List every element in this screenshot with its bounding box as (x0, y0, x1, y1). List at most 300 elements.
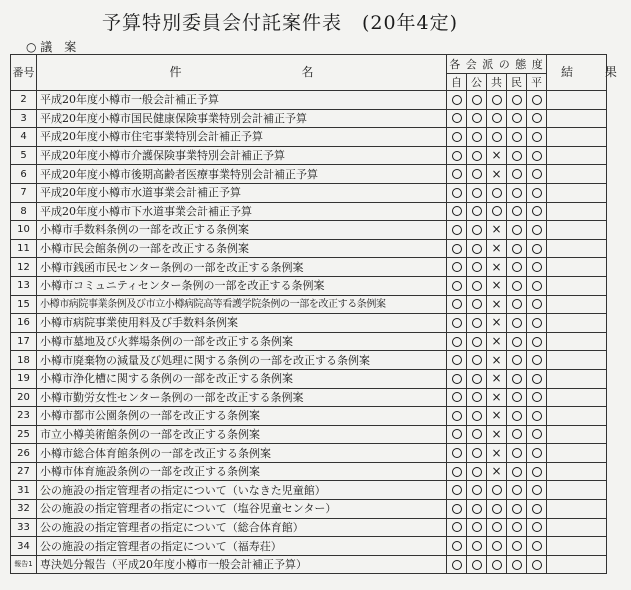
oppose-mark: × (491, 241, 502, 256)
approve-mark (512, 225, 522, 235)
faction-stance (527, 165, 547, 184)
faction-stance (527, 239, 547, 258)
faction-stance (467, 555, 487, 574)
header-factions-group: 各 会 派 の 態 度 (447, 55, 547, 74)
faction-stance (507, 388, 527, 407)
approve-mark (472, 504, 482, 514)
approve-mark (512, 281, 522, 291)
faction-stance (527, 109, 547, 128)
header-faction: 公 (467, 74, 487, 91)
faction-stance (467, 183, 487, 202)
header-subject (37, 55, 447, 91)
faction-stance (507, 369, 527, 388)
approve-mark (452, 560, 462, 570)
faction-stance (507, 258, 527, 277)
faction-stance (467, 128, 487, 147)
faction-stance (447, 388, 467, 407)
row-number: 16 (11, 314, 37, 333)
faction-stance (467, 481, 487, 500)
approve-mark (452, 355, 462, 365)
faction-stance (447, 91, 467, 110)
approve-mark (472, 355, 482, 365)
approve-mark (512, 448, 522, 458)
faction-stance (487, 146, 507, 165)
approve-mark (472, 522, 482, 532)
approve-mark (452, 541, 462, 551)
approve-mark (452, 132, 462, 142)
row-result (547, 555, 607, 574)
row-subject: 公の施設の指定管理者の指定について（総合体育館） (37, 518, 447, 537)
row-result (547, 183, 607, 202)
row-result (547, 91, 607, 110)
faction-stance (447, 295, 467, 314)
faction-stance (507, 555, 527, 574)
row-subject: 平成20年度小樽市介護保険事業特別会計補正予算 (37, 146, 447, 165)
row-number: 7 (11, 183, 37, 202)
row-number: 20 (11, 388, 37, 407)
faction-stance (507, 221, 527, 240)
faction-stance (507, 462, 527, 481)
table-row (11, 109, 607, 128)
approve-mark (472, 113, 482, 123)
approve-mark (532, 262, 542, 272)
approve-mark (512, 504, 522, 514)
faction-stance (467, 500, 487, 519)
row-result (547, 258, 607, 277)
faction-stance (447, 444, 467, 463)
table-row (11, 518, 607, 537)
row-number: 5 (11, 146, 37, 165)
faction-stance (487, 91, 507, 110)
approve-mark (472, 95, 482, 105)
row-result (547, 462, 607, 481)
approve-mark (452, 225, 462, 235)
faction-stance (447, 314, 467, 333)
approve-mark (532, 206, 542, 216)
approve-mark (492, 485, 502, 495)
approve-mark (532, 522, 542, 532)
faction-stance (507, 518, 527, 537)
faction-stance (527, 295, 547, 314)
approve-mark (452, 448, 462, 458)
table-row (11, 444, 607, 463)
faction-stance (527, 351, 547, 370)
faction-stance (447, 146, 467, 165)
faction-stance (487, 183, 507, 202)
faction-stance (467, 332, 487, 351)
faction-stance (447, 462, 467, 481)
row-result (547, 369, 607, 388)
approve-mark (532, 132, 542, 142)
approve-mark (452, 429, 462, 439)
faction-stance (527, 276, 547, 295)
row-number: 4 (11, 128, 37, 147)
approve-mark (532, 151, 542, 161)
approve-mark (492, 132, 502, 142)
faction-stance (487, 109, 507, 128)
approve-mark (472, 448, 482, 458)
faction-stance (447, 555, 467, 574)
row-subject: 小樽市勤労女性センター条例の一部を改正する条例案 (37, 388, 447, 407)
approve-mark (532, 467, 542, 477)
approve-mark (452, 337, 462, 347)
faction-stance (487, 351, 507, 370)
faction-stance (507, 407, 527, 426)
faction-stance (467, 221, 487, 240)
approve-mark (532, 392, 542, 402)
faction-stance (487, 444, 507, 463)
approve-mark (512, 374, 522, 384)
faction-stance (467, 462, 487, 481)
approve-mark (512, 429, 522, 439)
row-subject: 小樽市民会館条例の一部を改正する条例案 (37, 239, 447, 258)
faction-stance (487, 500, 507, 519)
faction-stance (447, 407, 467, 426)
approve-mark (492, 541, 502, 551)
faction-stance (487, 221, 507, 240)
approve-mark (452, 485, 462, 495)
oppose-mark: × (491, 445, 502, 460)
faction-stance (467, 388, 487, 407)
faction-stance (487, 407, 507, 426)
approve-mark (492, 504, 502, 514)
row-result (547, 314, 607, 333)
row-subject: 公の施設の指定管理者の指定について（福寿荘） (37, 537, 447, 556)
approve-mark (532, 169, 542, 179)
header-faction: 民 (507, 74, 527, 91)
table-row (11, 388, 607, 407)
approve-mark (452, 318, 462, 328)
row-subject: 小樽市墓地及び火葬場条例の一部を改正する条例案 (37, 332, 447, 351)
faction-stance (447, 500, 467, 519)
row-subject: 平成20年度小樽市一般会計補正予算 (37, 91, 447, 110)
faction-stance (507, 425, 527, 444)
faction-stance (447, 351, 467, 370)
approve-mark (532, 429, 542, 439)
faction-stance (487, 258, 507, 277)
faction-stance (527, 202, 547, 221)
faction-stance (527, 146, 547, 165)
faction-stance (447, 481, 467, 500)
row-subject: 小樽市総合体育館条例の一部を改正する条例案 (37, 444, 447, 463)
row-subject: 小樽市手数料条例の一部を改正する条例案 (37, 221, 447, 240)
approve-mark (452, 151, 462, 161)
approve-mark (472, 411, 482, 421)
approve-mark (512, 132, 522, 142)
approve-mark (532, 113, 542, 123)
oppose-mark: × (491, 296, 502, 311)
row-result (547, 537, 607, 556)
row-result (547, 276, 607, 295)
row-number: 25 (11, 425, 37, 444)
approve-mark (452, 113, 462, 123)
faction-stance (487, 276, 507, 295)
faction-stance (487, 128, 507, 147)
approve-mark (532, 318, 542, 328)
faction-stance (467, 369, 487, 388)
faction-stance (507, 183, 527, 202)
approve-mark (512, 485, 522, 495)
faction-stance (447, 202, 467, 221)
row-subject: 小樽市銭函市民センター条例の一部を改正する条例案 (37, 258, 447, 277)
approve-mark (472, 541, 482, 551)
approve-mark (532, 541, 542, 551)
faction-stance (447, 165, 467, 184)
approve-mark (532, 337, 542, 347)
row-number: 33 (11, 518, 37, 537)
row-result (547, 444, 607, 463)
approve-mark (512, 560, 522, 570)
row-number: 10 (11, 221, 37, 240)
row-number: 2 (11, 91, 37, 110)
faction-stance (467, 295, 487, 314)
approve-mark (512, 392, 522, 402)
faction-stance (507, 295, 527, 314)
approve-mark (452, 188, 462, 198)
row-result (547, 202, 607, 221)
approve-mark (452, 244, 462, 254)
table-row (11, 221, 607, 240)
approve-mark (452, 299, 462, 309)
approve-mark (472, 374, 482, 384)
approve-mark (532, 281, 542, 291)
faction-stance (487, 165, 507, 184)
faction-stance (487, 295, 507, 314)
table-row (11, 462, 607, 481)
faction-stance (527, 183, 547, 202)
table-row (11, 183, 607, 202)
oppose-mark: × (491, 278, 502, 293)
faction-stance (467, 165, 487, 184)
faction-stance (447, 425, 467, 444)
oppose-mark: × (491, 315, 502, 330)
faction-stance (527, 128, 547, 147)
approve-mark (512, 337, 522, 347)
row-result (547, 109, 607, 128)
faction-stance (447, 109, 467, 128)
table-row (11, 425, 607, 444)
oppose-mark: × (491, 426, 502, 441)
approve-mark (492, 95, 502, 105)
header-faction: 共 (487, 74, 507, 91)
table-row (11, 332, 607, 351)
table-row (11, 407, 607, 426)
faction-stance (467, 146, 487, 165)
oppose-mark: × (491, 408, 502, 423)
table-row (11, 537, 607, 556)
table-row (11, 314, 607, 333)
approve-mark (472, 151, 482, 161)
faction-stance (487, 369, 507, 388)
approve-mark (512, 244, 522, 254)
oppose-mark: × (491, 166, 502, 181)
faction-stance (487, 555, 507, 574)
approve-mark (512, 262, 522, 272)
oppose-mark: × (491, 371, 502, 386)
approve-mark (472, 225, 482, 235)
approve-mark (472, 299, 482, 309)
oppose-mark: × (491, 259, 502, 274)
approve-mark (512, 206, 522, 216)
faction-stance (527, 388, 547, 407)
approve-mark (452, 95, 462, 105)
row-subject: 平成20年度小樽市国民健康保険事業特別会計補正予算 (37, 109, 447, 128)
row-result (547, 500, 607, 519)
row-subject: 平成20年度小樽市後期高齢者医療事業特別会計補正予算 (37, 165, 447, 184)
faction-stance (527, 425, 547, 444)
faction-stance (487, 202, 507, 221)
faction-stance (527, 258, 547, 277)
row-result (547, 388, 607, 407)
table-row (11, 258, 607, 277)
faction-stance (507, 202, 527, 221)
approve-mark (472, 560, 482, 570)
faction-stance (527, 500, 547, 519)
row-result (547, 295, 607, 314)
row-subject: 平成20年度小樽市水道事業会計補正予算 (37, 183, 447, 202)
row-number: 19 (11, 369, 37, 388)
table-row (11, 481, 607, 500)
approve-mark (492, 206, 502, 216)
faction-stance (447, 276, 467, 295)
header-result: 結 果 (547, 55, 607, 91)
row-number: 13 (11, 276, 37, 295)
approve-mark (512, 151, 522, 161)
row-number: 報告1 (11, 555, 37, 574)
approve-mark (472, 429, 482, 439)
faction-stance (527, 332, 547, 351)
faction-stance (507, 481, 527, 500)
approve-mark (512, 113, 522, 123)
table-row (11, 295, 607, 314)
approve-mark (472, 169, 482, 179)
row-subject: 小樽市病院事業使用料及び手数料条例案 (37, 314, 447, 333)
oppose-mark: × (491, 464, 502, 479)
table-row (11, 146, 607, 165)
page-title: 予算特別委員会付託案件表 (20年4定) (101, 12, 459, 34)
row-subject: 小樽市都市公園条例の一部を改正する条例案 (37, 407, 447, 426)
row-result (547, 221, 607, 240)
row-subject: 公の施設の指定管理者の指定について（塩谷児童センター） (37, 500, 447, 519)
table-row (11, 128, 607, 147)
approve-mark (492, 113, 502, 123)
faction-stance (507, 146, 527, 165)
faction-stance (507, 276, 527, 295)
faction-stance (467, 202, 487, 221)
faction-stance (507, 351, 527, 370)
row-subject: 小樽市廃棄物の減量及び処理に関する条例の一部を改正する条例案 (37, 351, 447, 370)
faction-stance (527, 407, 547, 426)
approve-mark (472, 318, 482, 328)
row-number: 11 (11, 239, 37, 258)
row-number: 12 (11, 258, 37, 277)
faction-stance (487, 462, 507, 481)
approve-mark (512, 188, 522, 198)
faction-stance (467, 239, 487, 258)
faction-stance (467, 314, 487, 333)
oppose-mark: × (491, 352, 502, 367)
faction-stance (447, 537, 467, 556)
approve-mark (452, 392, 462, 402)
approve-mark (512, 467, 522, 477)
faction-stance (527, 221, 547, 240)
faction-stance (527, 369, 547, 388)
approve-mark (532, 188, 542, 198)
row-result (547, 481, 607, 500)
approve-mark (452, 504, 462, 514)
approve-mark (452, 374, 462, 384)
oppose-mark: × (491, 148, 502, 163)
approve-mark (532, 485, 542, 495)
faction-stance (487, 425, 507, 444)
faction-stance (507, 165, 527, 184)
faction-stance (467, 407, 487, 426)
faction-stance (527, 481, 547, 500)
approve-mark (512, 299, 522, 309)
approve-mark (512, 411, 522, 421)
approve-mark (472, 281, 482, 291)
approve-mark (492, 188, 502, 198)
approve-mark (532, 504, 542, 514)
row-subject: 平成20年度小樽市下水道事業会計補正予算 (37, 202, 447, 221)
row-number: 32 (11, 500, 37, 519)
faction-stance (527, 444, 547, 463)
approve-mark (532, 225, 542, 235)
row-number: 15 (11, 295, 37, 314)
row-result (547, 518, 607, 537)
row-subject: 平成20年度小樽市住宅事業特別会計補正予算 (37, 128, 447, 147)
faction-stance (527, 537, 547, 556)
faction-stance (467, 258, 487, 277)
approve-mark (512, 318, 522, 328)
row-number: 18 (11, 351, 37, 370)
faction-stance (507, 109, 527, 128)
faction-stance (527, 91, 547, 110)
row-number: 6 (11, 165, 37, 184)
faction-stance (447, 183, 467, 202)
row-number: 8 (11, 202, 37, 221)
faction-stance (507, 332, 527, 351)
row-subject: 小樽市コミュニティセンター条例の一部を改正する条例案 (37, 276, 447, 295)
faction-stance (467, 351, 487, 370)
row-subject: 公の施設の指定管理者の指定について（いなきた児童館） (37, 481, 447, 500)
approve-mark (512, 355, 522, 365)
approve-mark (532, 299, 542, 309)
faction-stance (467, 109, 487, 128)
row-result (547, 407, 607, 426)
faction-stance (527, 462, 547, 481)
approve-mark (532, 355, 542, 365)
approve-mark (492, 560, 502, 570)
row-number: 17 (11, 332, 37, 351)
faction-stance (447, 258, 467, 277)
approve-mark (532, 411, 542, 421)
approve-mark (472, 188, 482, 198)
row-subject: 小樽市病院事業条例及び市立小樽病院高等看護学院条例の一部を改正する条例案 (37, 295, 447, 314)
faction-stance (467, 276, 487, 295)
oppose-mark: × (491, 334, 502, 349)
faction-stance (507, 91, 527, 110)
faction-stance (527, 314, 547, 333)
approve-mark (492, 522, 502, 532)
faction-stance (487, 518, 507, 537)
faction-stance (447, 369, 467, 388)
approve-mark (452, 522, 462, 532)
table-row (11, 165, 607, 184)
approve-mark (472, 392, 482, 402)
table-row (11, 555, 607, 574)
approve-mark (532, 374, 542, 384)
